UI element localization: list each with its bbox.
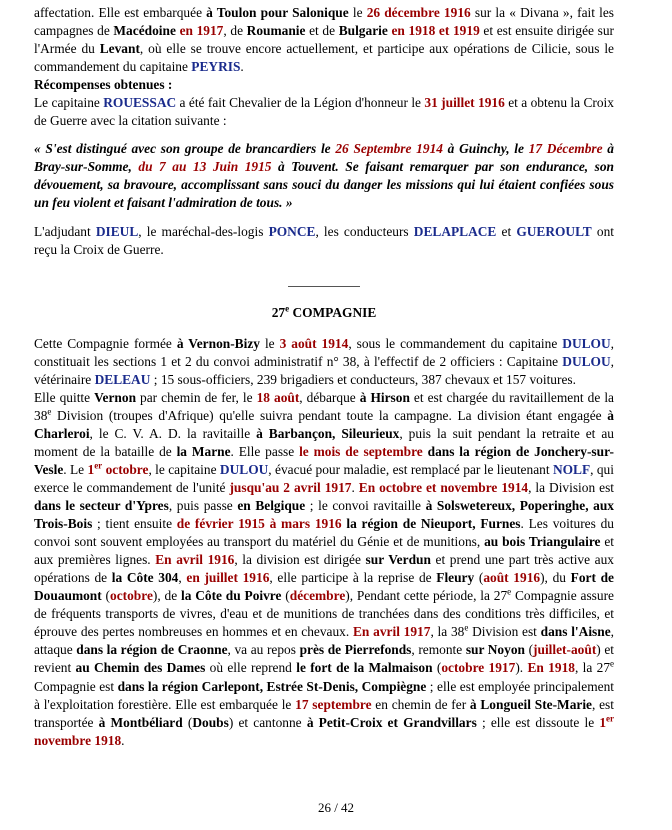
- paragraph-campaign: [34, 389, 614, 750]
- text-run: sur Noyon: [465, 642, 525, 658]
- text-run: la Marne: [176, 443, 231, 459]
- text-run: près de Pierrefonds: [299, 642, 412, 658]
- text-run: Bulgarie: [338, 23, 388, 39]
- heading-text: COMPAGNIE: [289, 304, 377, 320]
- section-heading: [34, 305, 614, 321]
- text-run: , remonte: [411, 642, 466, 658]
- text-run: le: [259, 335, 280, 351]
- text-run: , le C. V. A. D. la ravitaille: [89, 425, 257, 441]
- text-run: à Guinchy, le: [442, 141, 529, 157]
- text-run: Le capitaine: [34, 95, 104, 111]
- text-run: , la Division est: [528, 479, 615, 495]
- text-run: et est chargée du ravitaillement de la 38: [34, 389, 614, 423]
- text-run: , puis passe: [168, 498, 238, 514]
- text-run: e: [464, 622, 469, 633]
- text-run: en 1918 et 1919: [391, 23, 480, 39]
- text-run: à Hirson: [359, 389, 410, 405]
- text-run: et: [496, 223, 517, 239]
- text-run: . Le: [63, 461, 88, 477]
- text-run: En avril 1916: [155, 552, 235, 568]
- text-run: et a obtenu la Croix de Guerre avec la citation suivante :: [34, 95, 614, 129]
- text-run: à Montbéliard: [98, 714, 183, 730]
- text-run: octobre: [105, 461, 149, 477]
- text-run: er: [606, 713, 615, 724]
- text-run: octobre 1917: [441, 660, 516, 676]
- text-run: GUEROULT: [516, 223, 592, 239]
- text-run: dans l'Aisne: [540, 624, 611, 640]
- text-run: a été fait Chevalier de la Légion d'honneur le: [176, 95, 425, 111]
- section-divider: [288, 286, 360, 287]
- text-run: .: [351, 479, 359, 495]
- text-run: le mois de septembre: [299, 443, 423, 459]
- text-run: et prend une part très active aux opérations de: [34, 552, 614, 586]
- text-run: En 1918: [527, 660, 575, 676]
- text-run: Macédoine: [113, 23, 176, 39]
- text-run: ; elle est dissoute le: [476, 714, 600, 730]
- text-run: (: [281, 588, 290, 604]
- text-run: au bois Triangulaire: [484, 534, 601, 550]
- text-run: « S'est distingué avec son groupe de brancardiers le: [34, 141, 336, 157]
- text-run: la Côte 304: [111, 570, 179, 586]
- text-run: Elle quitte: [34, 389, 95, 405]
- text-run: le fort de la Malmaison: [296, 660, 433, 676]
- text-run: ) et revient: [34, 642, 614, 676]
- text-run: Compagnie est: [34, 678, 118, 694]
- text-run: à Bray-sur-Somme,: [34, 141, 614, 175]
- text-run: 31 juillet 1916: [424, 95, 505, 111]
- text-run: , attaque: [34, 624, 615, 658]
- page-number: 26 / 42: [317, 800, 355, 815]
- text-run: ) et cantonne: [228, 714, 307, 730]
- text-run: ), Pendant cette période, la 27: [345, 588, 508, 604]
- text-run: PONCE: [268, 223, 316, 239]
- text-run: PEYRIS: [191, 59, 241, 75]
- text-run: ROUESSAC: [103, 95, 177, 111]
- text-run: le: [348, 5, 367, 20]
- text-run: DELAPLACE: [413, 223, 497, 239]
- text-run: .: [121, 732, 125, 748]
- text-run: , la 38: [430, 624, 465, 640]
- text-run: en juillet 1916: [186, 570, 270, 586]
- text-run: à Solswetereux, Poperinghe, aux Trois-Bois: [34, 498, 614, 532]
- text-run: par chemin de fer, le: [136, 389, 257, 405]
- text-run: à Vernon-Bizy: [176, 335, 260, 351]
- text-run: L'adjudant: [34, 223, 96, 239]
- text-run: affectation. Elle est embarquée: [34, 5, 207, 20]
- text-run: e: [47, 406, 52, 417]
- text-run: ), du: [540, 570, 571, 586]
- text-run: Division (troupes d'Afrique) qu'elle suivra pendant toute la campagne. La division étant engagée: [51, 407, 608, 423]
- text-run: en 1917: [179, 23, 224, 39]
- text-run: (: [474, 570, 484, 586]
- text-run: Division est: [468, 624, 541, 640]
- text-run: (: [182, 714, 193, 730]
- text-run: Fort de Douaumont: [34, 570, 614, 604]
- text-run: , le capitaine: [148, 461, 220, 477]
- text-run: Vernon: [94, 389, 137, 405]
- text-run: , évacué pour maladie, est remplacé par le lieutenant: [268, 461, 553, 477]
- text-run: de février 1915 à mars 1916: [176, 516, 342, 532]
- text-run: 18 août: [256, 389, 300, 405]
- text-run: , puis la suit pendant la retraite et au moment de la bataille de: [34, 425, 615, 459]
- text-run: En octobre et novembre 1914: [358, 479, 529, 495]
- text-run: Roumanie: [246, 23, 306, 39]
- text-run: 26 Septembre 1914: [335, 141, 443, 157]
- text-run: jusqu'au 2 avril 1917: [229, 479, 352, 495]
- paragraph-embarkation: [34, 4, 614, 76]
- text-run: , constituait les sections 1 et 2 du convoi administratif n° 38, à l'effectif de 2 officiers : Capitaine: [34, 335, 614, 369]
- text-run: ), de: [152, 588, 181, 604]
- text-run: ont reçu la Croix de Guerre.: [34, 223, 614, 257]
- paragraph-formation: [34, 335, 614, 389]
- text-run: à Toulon pour Salonique: [206, 5, 349, 20]
- text-run: En avril 1917: [353, 624, 431, 640]
- text-run: er: [94, 460, 103, 471]
- text-run: à Longueil Ste-Marie: [469, 696, 592, 712]
- text-run: , elle participe à la reprise de: [269, 570, 437, 586]
- text-run: (: [524, 642, 534, 658]
- text-run: et aux premières lignes.: [34, 534, 615, 568]
- text-run: ; 15 sous-officiers, 239 brigadiers et conducteurs, 387 chevaux et 157 voitures.: [150, 371, 576, 387]
- heading-number: 27: [271, 304, 286, 320]
- text-run: et de: [305, 23, 339, 39]
- text-run: la région de Nieuport, Furnes: [346, 516, 521, 532]
- text-run: , débarque: [299, 389, 360, 405]
- text-run: Doubs: [192, 714, 229, 730]
- heading-superscript: e: [285, 303, 290, 314]
- text-run: à Barbançon, Sileurieux: [256, 425, 400, 441]
- text-run: au Chemin des Dames: [75, 660, 206, 676]
- text-run: juillet-août: [533, 642, 597, 658]
- text-run: 26 décembre 1916: [366, 5, 471, 20]
- paragraph-rewards: [34, 94, 614, 130]
- text-run: ; elle est employée principalement à l'exploitation forestière. Elle est embarquée le: [34, 678, 614, 712]
- text-run: 1: [87, 461, 95, 477]
- text-run: dans la région Carlepont, Estrée St-Denis, Compiègne: [117, 678, 427, 694]
- text-run: 17 septembre: [295, 696, 372, 712]
- text-run: ).: [515, 660, 528, 676]
- text-run: la Côte du Poivre: [180, 588, 282, 604]
- text-run: 1: [599, 714, 607, 730]
- text-run: , qui exerce le commandement de l'unité: [34, 461, 614, 495]
- text-run: DULOU: [562, 335, 611, 351]
- text-run: DELEAU: [94, 371, 151, 387]
- text-run: décembre: [289, 588, 346, 604]
- text-run: , la division est dirigée: [234, 552, 366, 568]
- text-run: , va au repos: [227, 642, 300, 658]
- text-run: e: [610, 658, 615, 669]
- text-run: où elle reprend: [205, 660, 297, 676]
- text-run: sur la « Divana », fait les campagnes de: [34, 5, 615, 39]
- document-page: [34, 4, 614, 750]
- text-run: , la 27: [574, 660, 611, 676]
- text-run: Cette Compagnie formée: [34, 335, 177, 351]
- rewards-title: Récompenses obtenues :: [34, 77, 173, 93]
- text-run: dans la région de Craonne: [76, 642, 228, 658]
- text-run: Fleury: [436, 570, 475, 586]
- paragraph-croix-de-guerre: [34, 223, 614, 259]
- text-run: en Belgique: [237, 498, 306, 514]
- text-run: , où elle se trouve encore actuellement, et participe aux opérations de Cilicie, sous le commandement du capitaine: [34, 41, 614, 75]
- text-run: DULOU: [562, 353, 611, 369]
- text-run: .: [240, 59, 244, 75]
- text-run: DIEUL: [95, 223, 139, 239]
- text-run: 3 août 1914: [279, 335, 349, 351]
- text-run: à Charleroi: [34, 407, 614, 441]
- citation-quote: [34, 140, 614, 212]
- text-run: à Touvent. Se faisant remarquer par son endurance, son dévouement, sa bravoure, accomplissant sans souci du danger les missions qui lui étaient confiées sous un feu violent et faisant l'admiration de tous. »: [34, 159, 615, 211]
- text-run: dans la région de Jonchery-sur-Vesle: [34, 443, 614, 477]
- text-run: DULOU: [219, 461, 269, 477]
- text-run: (: [432, 660, 442, 676]
- text-run: . Les voitures du convoi sont souvent employées au transport du matériel du Génie et de munitions,: [34, 516, 614, 550]
- text-run: Compagnie assure de fréquents transports de vivres, d'eau et de munitions de tranchées dans des conditions très difficiles, et éprouve des pertes nombreuses en hommes et en chevaux.: [34, 588, 614, 640]
- text-run: ,: [178, 570, 187, 586]
- text-run: du 7 au 13 Juin 1915: [138, 159, 272, 175]
- text-run: e: [507, 586, 512, 597]
- text-run: NOLF: [552, 461, 591, 477]
- text-run: à Petit-Croix et Grandvillars: [306, 714, 477, 730]
- text-run: , de: [223, 23, 247, 39]
- text-run: , sous le commandement du capitaine: [348, 335, 563, 351]
- text-run: , les conducteurs: [315, 223, 414, 239]
- text-run: sur Verdun: [365, 552, 431, 568]
- text-run: Levant: [99, 41, 140, 57]
- text-run: dans le secteur d'Ypres: [34, 498, 169, 514]
- text-run: ; le convoi ravitaille: [305, 498, 426, 514]
- text-run: ; tient ensuite: [92, 516, 177, 532]
- text-run: , le maréchal-des-logis: [138, 223, 269, 239]
- text-run: , est transportée: [34, 696, 614, 730]
- text-run: , vétérinaire: [34, 353, 614, 387]
- text-run: novembre 1918: [34, 732, 122, 748]
- text-run: 17 Décembre: [528, 141, 603, 157]
- text-run: août 1916: [483, 570, 541, 586]
- text-run: (: [101, 588, 110, 604]
- text-run: . Elle passe: [230, 443, 300, 459]
- text-run: octobre: [110, 588, 153, 604]
- text-run: en chemin de fer: [371, 696, 470, 712]
- text-run: et est ensuite dirigée sur l'Armée du: [34, 23, 614, 57]
